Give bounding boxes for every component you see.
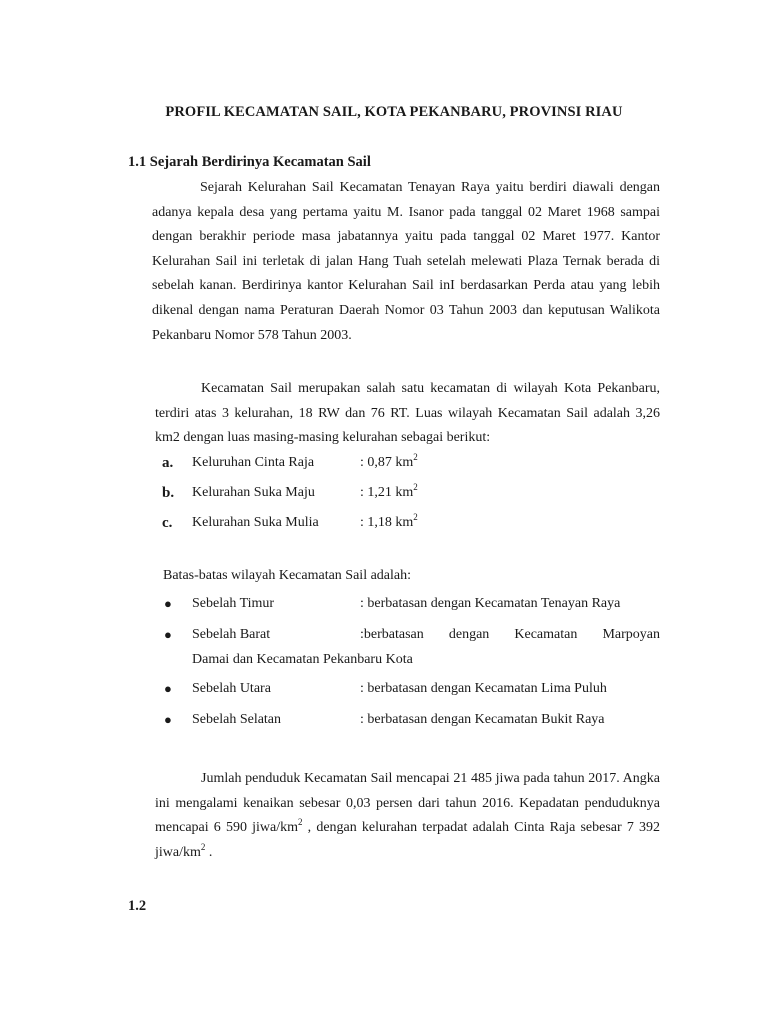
batas-value: : berbatasan dengan Kecamatan Bukit Raya: [360, 712, 605, 727]
unit-exponent: 2: [413, 512, 418, 522]
batas-value: : berbatasan dengan Kecamatan Lima Puluh: [360, 681, 607, 696]
list-letter: a.: [162, 455, 174, 471]
paragraph-population: [155, 767, 660, 865]
kelurahan-area: [360, 482, 418, 501]
batas-value: :berbatasan dengan Kecamatan Marpoyan: [360, 627, 660, 642]
bullet-icon: ●: [164, 627, 172, 642]
bullet-icon: ●: [164, 712, 172, 727]
list-item: [162, 712, 662, 743]
kelurahan-area: [360, 452, 418, 471]
paragraph-history: [152, 176, 660, 348]
list-item: [162, 681, 662, 712]
list-item: [162, 596, 662, 627]
kelurahan-name: Keluruhan Cinta Raja: [192, 455, 315, 470]
list-letter: b.: [162, 485, 175, 501]
paragraph-history-text: Sejarah Kelurahan Sail Kecamatan Tenayan Raya yaitu berdiri diawali dengan adanya kepala desa yang pertama yaitu M. Isanor pada tanggal 02 Maret 1968 sampai dengan berakhir periode masa jabatannya yaitu pada tanggal 02 Maret 1977. Kantor Kelurahan Sail ini terletak di jalan Hang Tuah setelah melewati Plaza Ternak berada di sebelah kanan. Berdirinya kantor Kelurahan Sail inI berdasarkan Perda atau yang lebih dikenal dengan nama Peraturan Daerah Nomor 03 Tahun 2003 dan keputusan Walikota Pekanbaru Nomor 578 Tahun 2003.: [152, 180, 660, 343]
kelurahan-area-value: : 1,21 km: [360, 485, 414, 500]
unit-exponent: 2: [200, 841, 206, 852]
list-item: [162, 627, 662, 681]
batas-name: Sebelah Utara: [192, 681, 271, 696]
batas-value: : berbatasan dengan Kecamatan Tenayan Raya: [360, 596, 621, 611]
unit-exponent: 2: [413, 482, 418, 492]
paragraph-population-text-1: Jumlah penduduk Kecamatan Sail mencapai 21 485 jiwa pada tahun 2017. Angka ini mengalami kenaikan sebesar 0,03 persen dari tahun 2016. Kepadatan penduduknya mencapai 6 590 jiwa/km: [155, 771, 660, 836]
list-letter: c.: [162, 515, 173, 531]
batas-intro: Batas-batas wilayah Kecamatan Sail adalah:: [163, 568, 412, 583]
batas-name: Sebelah Timur: [192, 596, 275, 611]
paragraph-area-text: Kecamatan Sail merupakan salah satu kecamatan di wilayah Kota Pekanbaru, terdiri atas 3 kelurahan, 18 RW dan 76 RT. Luas wilayah Kecamatan Sail adalah 3,26 km2 dengan luas masing-masing kelurahan sebagai berikut:: [155, 381, 660, 446]
kelurahan-name: Kelurahan Suka Maju: [192, 485, 315, 500]
paragraph-population-text-3: .: [205, 844, 213, 860]
unit-exponent: 2: [413, 452, 418, 462]
section-heading: 1.1 Sejarah Berdirinya Kecamatan Sail: [128, 154, 371, 170]
kelurahan-name: Kelurahan Suka Mulia: [192, 515, 319, 530]
batas-value-continuation: Damai dan Kecamatan Pekanbaru Kota: [192, 652, 413, 667]
bullet-icon: ●: [164, 596, 172, 611]
kelurahan-area: [360, 512, 418, 531]
batas-name: Sebelah Barat: [192, 627, 271, 642]
next-section-number: 1.2: [128, 898, 147, 914]
bullet-icon: ●: [164, 681, 172, 696]
batas-name: Sebelah Selatan: [192, 712, 282, 727]
document-title: PROFIL KECAMATAN SAIL, KOTA PEKANBARU, PROVINSI RIAU: [165, 104, 623, 120]
paragraph-area: [155, 377, 660, 451]
kelurahan-area-value: : 0,87 km: [360, 455, 414, 470]
unit-exponent: 2: [298, 817, 303, 828]
batas-list: [162, 596, 662, 743]
kelurahan-area-value: : 1,18 km: [360, 515, 414, 530]
paragraph-population-text-2: , dengan kelurahan terpadat adalah Cinta Raja sebesar 7 392 jiwa/km: [155, 820, 660, 860]
